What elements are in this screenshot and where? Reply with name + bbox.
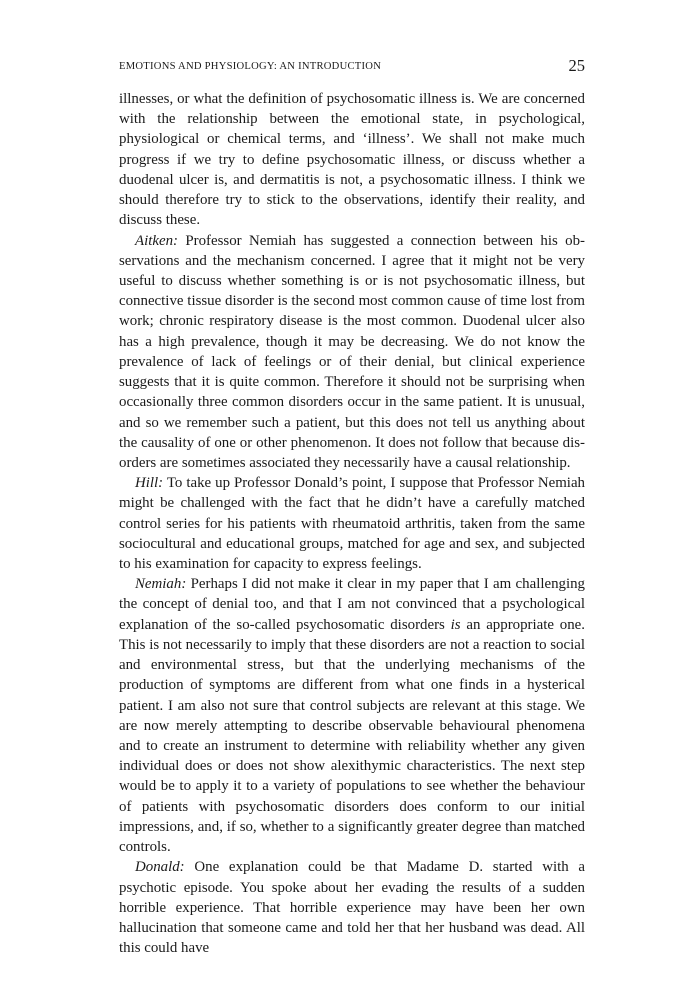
- paragraph-donald: [119, 857, 585, 958]
- paragraph-text: One explanation could be that Madame D. started with a psychotic episode. You spoke about her evading the results of a sudden horrible experience. That horrible experience may have been her own hallucination that someone came and told her that her husband was dead. All this could have: [119, 859, 585, 957]
- paragraph-text: illnesses, or what the definition of psychosomatic illness is. We are concerned with the relationship between the emotional state, in psychological, physiological or chemical terms, and ‘illness’. We shall not make much progress if we try to define psychosomatic illness, or discuss whether a duodenal ulcer is, and dermatitis is not, a psychosomatic illness. I think we should therefore try to stick to the observations, identify their reality, and discuss these.: [119, 91, 585, 229]
- paragraph-aitken: [119, 231, 585, 474]
- paragraph-text: an appropriate one. This is not necessarily to imply that these disorders are not a reaction to social and environmental stress, but that the underlying mechanisms of the production of symptoms are different from what one finds in a hysterical patient. I am also not sure that control subjects are relevant at this stage. We are now merely attempting to describe observable behavioural phenomena and to create an instrument to determine with reliability whether any given individual does or does not show alexithymic characteristics. The next step would be to apply it to a variety of populations to see whether the behaviour of patients with psychosomatic disorders does conform to our initial impressions, and, if so, whether to a significantly greater degree than matched controls.: [119, 616, 586, 856]
- page-number: 25: [568, 56, 585, 75]
- emphasized-word: is: [450, 616, 461, 633]
- paragraph-text: Perhaps I did not make it clear in my paper that I am challenging the concept of denial too, and that I am not convinced that a psychological explanation of the so-called psychosomatic disorders: [119, 576, 585, 633]
- running-header: [119, 56, 585, 78]
- speaker-name: Aitken:: [135, 232, 178, 249]
- paragraph-text: Professor Nemiah has suggested a connection between his observations and the mechanism concerned. I agree that it might not be very useful to discuss whether something is or is not psychosomatic illness, but connective tissue disorder is the second most common cause of time lost from work; chronic respiratory disease is the most common. Duodenal ulcer also has a high prevalence, though it may be decreasing. We do not know the prevalence of lack of feelings or of their denial, but clinical experience suggests that it is quite common. Therefore it should not be surprising when occasionally three common disorders occur in the same patient. It is unusual, and so we remember such a patient, but this does not tell us anything about the causality of one or other phenomenon. It does not follow that because disorders are sometimes associated they necessarily have a causal relationship.: [119, 232, 585, 471]
- speaker-name: Hill:: [135, 475, 164, 492]
- paragraph-hill: [119, 473, 585, 574]
- paragraph-continuation: [119, 89, 585, 231]
- body-text: [119, 89, 585, 958]
- paragraph-nemiah: [119, 574, 585, 857]
- running-header-title: EMOTIONS AND PHYSIOLOGY: AN INTRODUCTION: [119, 61, 382, 72]
- speaker-name: Donald:: [135, 859, 185, 876]
- paragraph-text: To take up Professor Donald’s point, I suppose that Professor Nemiah might be challenged with the fact that he didn’t have a carefully matched control series for his patients with rheumatoid arthritis, taken from the same sociocultural and educational groups, matched for age and sex, and subjected to his examination for capacity to express feelings.: [119, 475, 585, 573]
- speaker-name: Nemiah:: [135, 576, 187, 593]
